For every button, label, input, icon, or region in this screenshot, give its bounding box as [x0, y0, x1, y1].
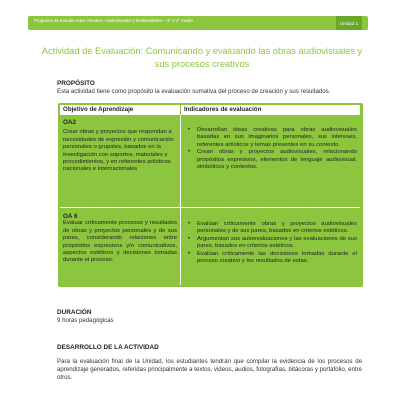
table-row-divider — [60, 207, 360, 208]
indicator-item: • Evalúan críticamente las decisiones tomadas durante el proceso creativo y los resultados de estas. — [197, 251, 357, 266]
indicators-cell-oa2 — [181, 127, 360, 171]
duration-text: 9 horas pedagógicas — [57, 317, 114, 324]
development-text: Para la evaluación final de la Unidad, los estudiantes tendrán que compilar la evidencia de los procesos de aprendizaje generados, referidas principalmente a textos, videos, audios, fotografías, bitácoras y portafolio, entre otros. — [57, 358, 362, 382]
purpose-heading: PROPÓSITO — [57, 80, 95, 87]
purpose-text: Esta actividad tiene como propósito la evaluación sumativa del proceso de creación y sus resultados. — [57, 88, 331, 95]
development-heading: DESARROLLO DE LA ACTIVIDAD — [57, 344, 159, 351]
indicator-item: • Argumentan sus autoevaluaciones y las evaluaciones de sus pares, basados en criterios estéticos. — [197, 236, 357, 251]
indicators-cell-oa6 — [181, 221, 360, 265]
objective-text: Evaluar críticamente procesos y resultados de obras y proyectos personales y de sus pares, considerando relaciones entre propósitos expresivos y/o comunicativos, aspectos estéticos y decisiones tomadas durante el proceso. — [63, 220, 177, 264]
objective-text: Crear obras y proyectos que respondan a necesidades de expresión y comunicación personales o grupales, basados en la investigación con soportes, materiales y procedimientos, y en referentes artísticos nacionales e internacionales — [63, 129, 174, 173]
indicator-item: • Desarrollan ideas creativas para obras audiovisuales basadas en sus imaginarios personales, sus intereses, referentes artísticos y temas presentes en su contexto. — [197, 127, 357, 149]
duration-heading: DURACIÓN — [57, 309, 92, 316]
indicator-item: • Crean obras y proyectos audiovisuales, relacionando propósitos expresivos, elementos de lenguaje audiovisual, simbólicos y contextos. — [197, 149, 357, 171]
objective-code: OA2 — [63, 119, 76, 126]
column-header-objective: Objetivo de Aprendizaje — [60, 105, 180, 115]
objective-cell-oa6 — [60, 213, 180, 265]
objective-code: OA 6 — [63, 213, 78, 220]
unit-badge: Unidad 1 — [336, 16, 362, 30]
indicator-item: • Evalúan críticamente obras y proyectos audiovisuales personales y de sus pares, basados en criterios estéticos. — [197, 221, 357, 236]
program-name: Programa de Estudio Artes Visuales, Audiovisuales y Multimediales – 3° o 4° medio — [34, 18, 193, 23]
column-header-indicators: Indicadores de evaluación — [181, 105, 360, 115]
objective-cell-oa2 — [60, 119, 180, 174]
evaluation-table — [58, 103, 363, 287]
page-title: Actividad de Evaluación: Comunicando y evaluando las obras audiovisuales y sus procesos creativos — [41, 46, 363, 69]
